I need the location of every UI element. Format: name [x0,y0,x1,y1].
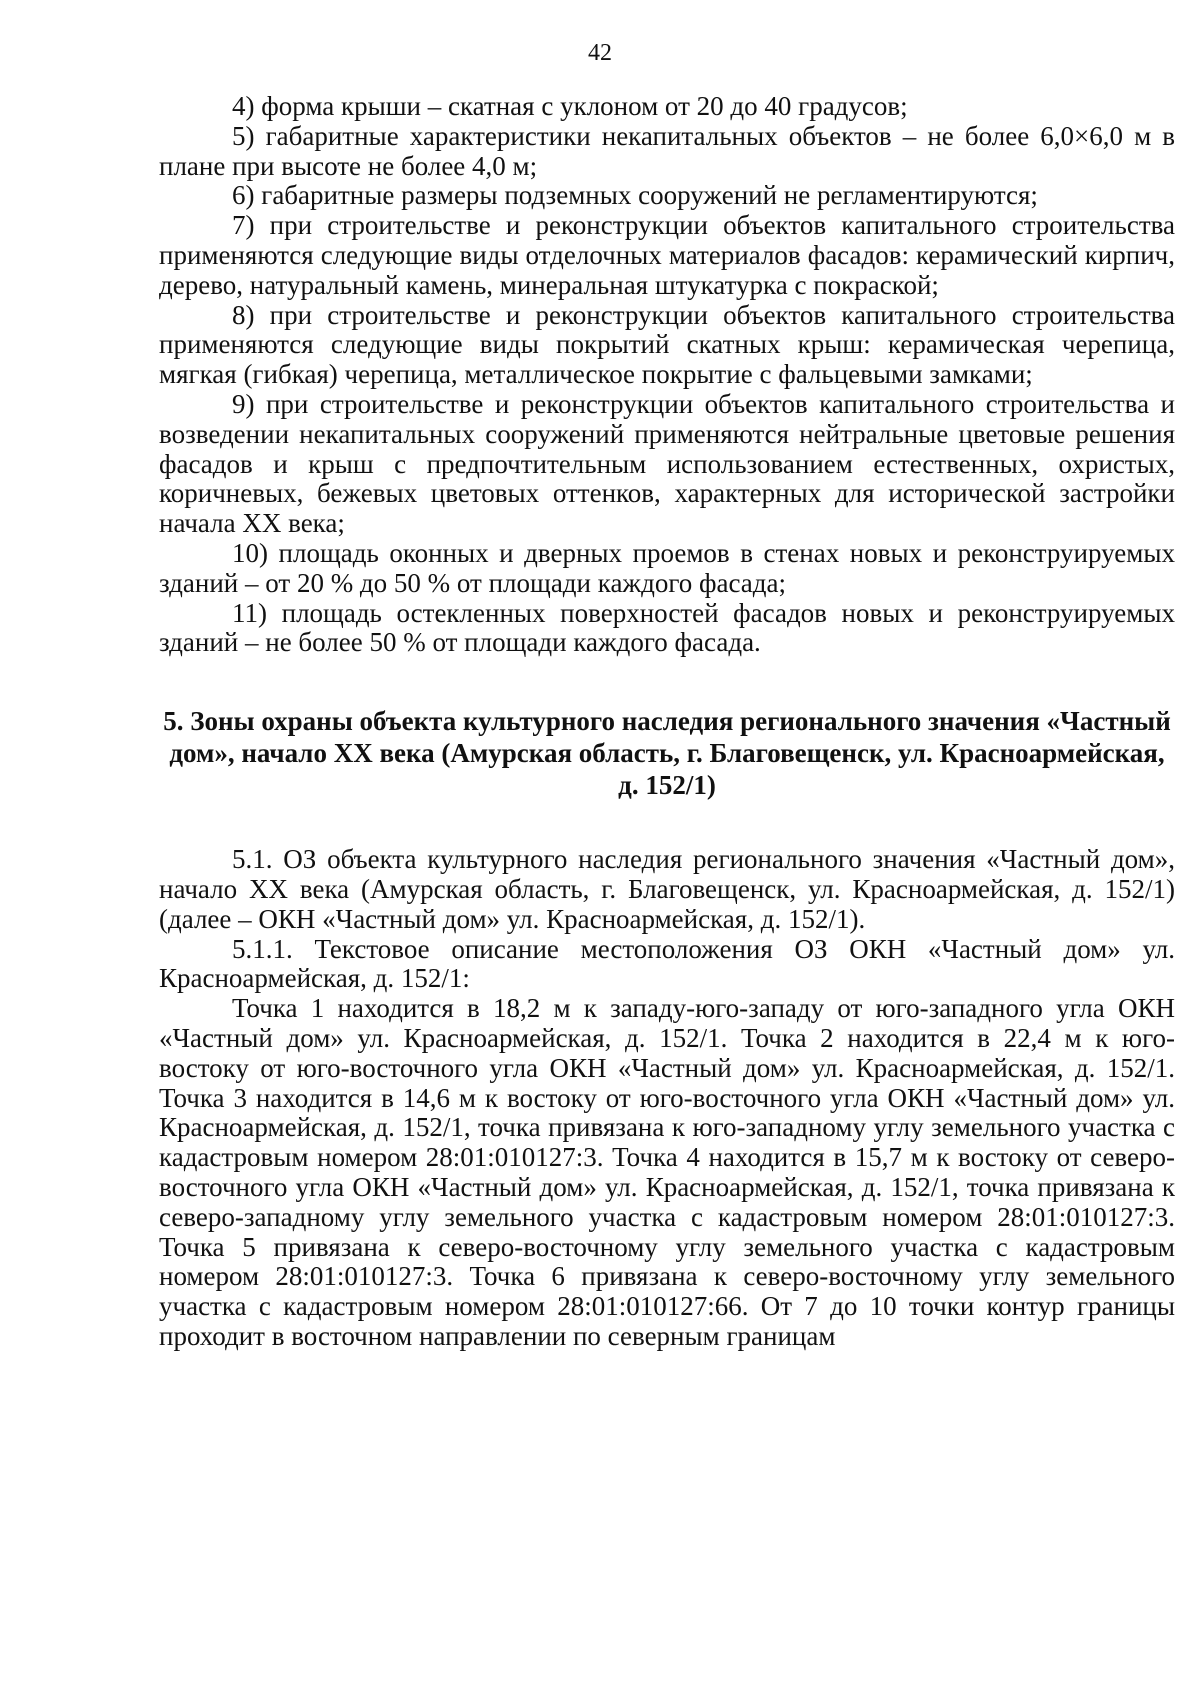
document-body [159,92,1175,1352]
paragraph-points-description: Точка 1 находится в 18,2 м к западу-юго-западу от юго-западного угла ОКН «Частный дом» ул. Красноармейская, д. 152/1. Точка 2 находится в 22,4 м к юго-востоку от юго-восточного угла ОКН «Частный дом» ул. Красноармейская, д. 152/1. Точка 3 находится в 14,6 м к востоку от юго-восточного угла ОКН «Частный дом» ул. Красноармейская, д. 152/1, точка привязана к юго-западному углу земельного участка с кадастровым номером 28:01:010127:3. Точка 4 находится в 15,7 м к востоку от северо-восточного угла ОКН «Частный дом» ул. Красноармейская, д. 152/1, точка привязана к северо-западному углу земельного участка с кадастровым номером 28:01:010127:3. Точка 5 привязана к северо-восточному углу земельного участка с кадастровым номером 28:01:010127:3. Точка 6 привязана к северо-восточному углу земельного участка с кадастровым номером 28:01:010127:66. От 7 до 10 точки контур границы проходит в восточном направлении по северным границам [159,993,1175,1351]
paragraph-underground: 6) габаритные размеры подземных сооружений не регламентируются; [232,180,1038,211]
paragraph-roof-shape: 4) форма крыши – скатная с уклоном от 20 до 40 градусов; [232,91,908,121]
paragraph-roof-coverings: 8) при строительстве и реконструкции объектов капитального строительства применяются следующие виды покрытий скатных крыш: керамическая черепица, мягкая (гибкая) черепица, металлическое покрытие с фальцевыми замками; [159,299,1175,390]
paragraph-5-1: 5.1. ОЗ объекта культурного наследия регионального значения «Частный дом», начало XX века (Амурская область, г. Благовещенск, ул. Красноармейская, д. 152/1) (далее – ОКН «Частный дом» ул. Красноармейская, д. 152/1). [159,844,1175,934]
paragraph-facade-materials: 7) при строительстве и реконструкции объектов капитального строительства применяются следующие виды отделочных материалов фасадов: керамический кирпич, дерево, натуральный камень, минеральная штукатурка с покраской; [159,210,1175,300]
paragraph-temporary-objects: 5) габаритные характеристики некапитальных объектов – не более 6,0×6,0 м в плане при высоте не более 4,0 м; [159,120,1175,181]
paragraph-5-1-1: 5.1.1. Текстовое описание местоположения ОЗ ОКН «Частный дом» ул. Красноармейская, д. 152/1: [159,933,1175,994]
section-title: 5. Зоны охраны объекта культурного наследия регионального значения «Частный дом», начало XX века (Амурская область, г. Благовещенск, ул. Красноармейская, д. 152/1) [163,706,1171,801]
paragraph-openings-area: 10) площадь оконных и дверных проемов в стенах новых и реконструируемых зданий – от 20 % до 50 % от площади каждого фасада; [159,537,1175,598]
page-number: 42 [588,40,612,66]
paragraph-color-solutions: 9) при строительстве и реконструкции объектов капитального строительства и возведении некапитальных сооружений применяются нейтральные цветовые решения фасадов и крыш с предпочтительным использованием естественных, охристых, коричневых, бежевых цветовых оттенков, характерных для исторической застройки начала XX века; [159,388,1175,539]
paragraph-glazing-area: 11) площадь остекленных поверхностей фасадов новых и реконструируемых зданий – не более 50 % от площади каждого фасада. [159,597,1175,658]
